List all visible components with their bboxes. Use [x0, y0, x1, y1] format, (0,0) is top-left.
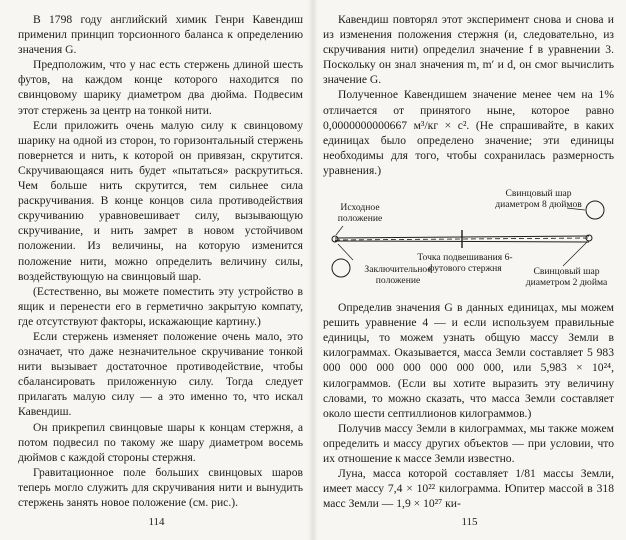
large-ball-left — [332, 259, 350, 277]
label-small-ball: Свинцовый шар диаметром 2 дюйма — [525, 266, 608, 289]
right-page — [313, 0, 626, 540]
label-suspension-point: Точка подвешивания 6-футового стержня — [417, 252, 513, 275]
paragraph: В 1798 году английский химик Генри Кавендиш применил принцип торсионного баланса к определению значения G. — [18, 13, 303, 57]
paragraph: Получив массу Земли в килограммах, мы также можем определить и массу других объектов — при условии, что их отношение к массе Земли известно. — [323, 421, 614, 465]
paragraph: Предположим, что у нас есть стержень длиной шесть футов, на каждом конце которого находится по свинцовому шарику диаметром два дюйма. Подвесим этот стержень за центр на тонкой нити. — [18, 58, 303, 117]
paragraph: Гравитационное поле больших свинцовых шаров теперь могло служить для скручивания нити и вынудить стержень занять новое положение (см. рис.). — [18, 465, 303, 509]
paragraph: Если приложить очень малую силу к свинцовому шарику на одной из сторон, то горизонтальный стержень повернется и нить, к которой он привязан, скрутится. Скручивающаяся нить будет «пытаться» раскрутиться. Чем больше нить скрутится, тем сильнее сила раскручивания. В конце концов сила противодействия скручиванию уравновешивает силу, вызывающую скручивание, и нить замрет в новом устойчивом положении. Из величины, на которую изменится положение нити, можно определить величину силы, воздействующую на свинцовый шар. — [18, 118, 303, 283]
label-large-ball: Свинцовый шар диаметром 8 дюймов — [495, 188, 582, 211]
paragraph: Кавендиш повторял этот эксперимент снова и снова и из изменения положения стержня (и, следовательно, из скручивания нити) определил значение f в уравнении 3. Поскольку он знал значения m, m′ и d, он смог вычислить значение G. — [323, 13, 614, 87]
paragraph: Он прикрепил свинцовые шары к концам стержня, а потом подвесил по такому же шару диаметром восемь дюймов с каждой стороны стержня. — [18, 420, 303, 464]
paragraph: (Естественно, вы можете поместить эту устройство в ящик и перенести его в герметично закрытую компату, где отсутствуют факторы, искажающие картину.) — [18, 284, 303, 328]
label-initial-position: Исходное положение — [337, 202, 383, 225]
page-number: 114 — [148, 516, 165, 528]
page-number: 115 — [461, 516, 478, 528]
paragraph: Луна, масса которой составляет 1/81 массы Земли, имеет массу 7,4 × 10²² килограмма. Юпитер массой в 318 масс Земли — 1,9 × 10²⁷ ки- — [323, 467, 614, 511]
large-ball-right — [586, 201, 604, 219]
paragraph: Определив значения G в данных единицах, мы можем решить уравнение 4 — и если используем правильные единицы, то можем узнать общую массу Земли в килограммах. Оказывается, масса Земли составляет 5 983 000 000 000 000 000 000 000, или 5,983 × 10²⁴, килограммов. (Если вы хотите выразить эту величину словами, то можно сказать, что масса Земли составляет около шести септиллионов килограммов.) — [323, 301, 614, 420]
label-final-position: Заключительное положение — [364, 264, 432, 287]
cavendish-diagram — [323, 186, 614, 294]
paragraph: Если стержень изменяет положение очень мало, это означает, что даже незначительное скручивание тонкой нити вызывает достаточное противодействие, чтобы сбалансировать приложенную силу. Тогда следует прилагать малую силу — а это именно то, что искал Кавендиш. — [18, 329, 303, 419]
paragraph: Полученное Кавендишем значение менее чем на 1% отличается от принятого ныне, которое равно 0,0000000000667 м³/кг × с². (Не спрашивайте, в каких единицах было определено значение; эти единицы необходимы для того, чтобы сохранилась размерность уравнения.) — [323, 88, 614, 177]
